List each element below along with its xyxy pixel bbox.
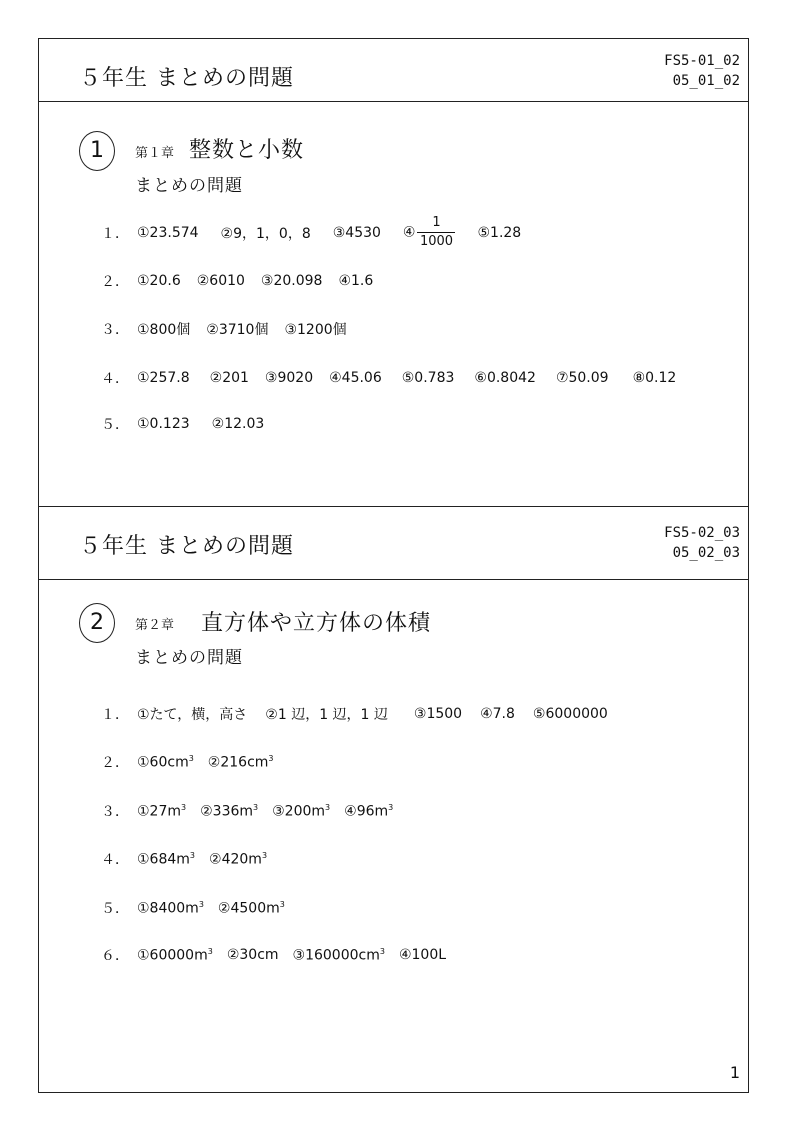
answer: ⑦50.09	[555, 370, 609, 386]
answer: ②201	[209, 370, 249, 386]
chapter-subtitle: まとめの問題	[135, 648, 243, 668]
answer: ④45.06	[329, 370, 382, 386]
answer: ⑤1.28	[477, 224, 522, 241]
fraction	[417, 215, 455, 250]
answer: $①684m^3$	[137, 850, 196, 868]
chapter-number-badge: 1	[79, 131, 115, 171]
answer-fraction	[403, 215, 456, 250]
chapter-title: 直方体や立方体の体積	[201, 611, 432, 636]
answer: ③4530	[332, 224, 381, 241]
answer: ①23.574	[137, 224, 199, 241]
question-number: ４．	[101, 852, 129, 868]
answer: ③1200個	[284, 322, 347, 338]
chapter-subtitle: まとめの問題	[135, 176, 243, 196]
answer: ⑤0.783	[401, 370, 455, 386]
chapter-title: 整数と小数	[189, 138, 305, 163]
page-title: ５年生 まとめの問題	[79, 66, 294, 91]
answer: $③160000cm^3$	[292, 946, 385, 964]
answer: ④1.6	[338, 273, 374, 289]
answer-row	[101, 752, 296, 772]
answer-row	[101, 271, 395, 291]
answer: ②3710個	[206, 322, 269, 338]
answer-row	[101, 368, 698, 388]
answer: ①0.123	[137, 416, 190, 432]
answer: ①20.6	[137, 273, 181, 289]
worksheet-code	[664, 523, 740, 563]
question-number: ３．	[101, 322, 129, 338]
answer: ③20.098	[260, 273, 323, 289]
answer-row	[101, 414, 286, 434]
header-divider	[39, 101, 748, 102]
answer: ⑥0.8042	[474, 370, 536, 386]
answer-row	[101, 849, 289, 869]
answer: $①60cm^3$	[137, 753, 194, 771]
answer: $②4500m^3$	[217, 899, 285, 917]
answer: ②12.03	[211, 416, 265, 432]
fraction-prefix: ④	[402, 224, 416, 241]
answer-row	[101, 801, 415, 821]
answer: ⑤6000000	[532, 706, 608, 722]
question-number: ５．	[101, 901, 129, 917]
answer-row	[101, 704, 630, 724]
answer: $②420m^3$	[209, 850, 268, 868]
answer: ④7.8	[480, 706, 515, 722]
fraction-denominator: 1000	[419, 234, 454, 249]
answer: $③200m^3$	[272, 802, 331, 820]
answer: ②1 辺，1 辺，1 辺	[265, 707, 388, 723]
question-number: ５．	[101, 417, 129, 433]
question-number: ２．	[101, 755, 129, 771]
answer: $①27m^3$	[137, 802, 187, 820]
answer: ②6010	[196, 273, 245, 289]
fraction-numerator: 1	[432, 215, 441, 230]
question-number: １．	[101, 225, 129, 242]
answer: ③1500	[413, 706, 463, 722]
answer: $①60000m^3$	[137, 946, 213, 964]
question-number: ３．	[101, 804, 129, 820]
page-title: ５年生 まとめの問題	[79, 534, 294, 559]
chapter-number-badge: 2	[79, 603, 115, 643]
question-number: ２．	[101, 274, 129, 290]
answer-row	[101, 898, 307, 918]
answer: $②216cm^3$	[207, 753, 274, 771]
answer: ②9，1，0，8	[220, 225, 311, 242]
answer: ①257.8	[137, 370, 190, 386]
answer: ⑧0.12	[632, 370, 677, 386]
code-line-2: 05_02_03	[672, 545, 740, 561]
answer: ③9020	[264, 370, 314, 386]
answer-row	[101, 319, 369, 339]
section-divider	[39, 506, 748, 507]
question-number: １．	[101, 707, 129, 723]
worksheet-frame	[38, 38, 749, 1093]
answer: ④100L	[398, 947, 447, 963]
code-line-1: FS5-02_03	[664, 525, 740, 541]
header-divider	[39, 579, 748, 580]
answer-row	[101, 215, 543, 250]
answer: ①たて，横，高さ	[137, 707, 248, 723]
code-line-2: 05_01_02	[672, 73, 740, 89]
page-number: 1	[729, 1063, 740, 1082]
chapter-label: 第１章	[135, 146, 175, 161]
fraction-bar	[417, 232, 455, 233]
chapter-label: 第２章	[135, 618, 175, 633]
answer: ①800個	[137, 322, 191, 338]
answer: $④96m^3$	[344, 802, 394, 820]
question-number: ６．	[101, 948, 129, 964]
answer: ②30cm	[226, 947, 279, 963]
code-line-1: FS5-01_02	[664, 53, 740, 69]
question-number: ４．	[101, 371, 129, 387]
answer: $②336m^3$	[200, 802, 259, 820]
answer-row	[101, 945, 468, 965]
worksheet-code	[664, 51, 740, 91]
answer: $①8400m^3$	[137, 899, 204, 917]
